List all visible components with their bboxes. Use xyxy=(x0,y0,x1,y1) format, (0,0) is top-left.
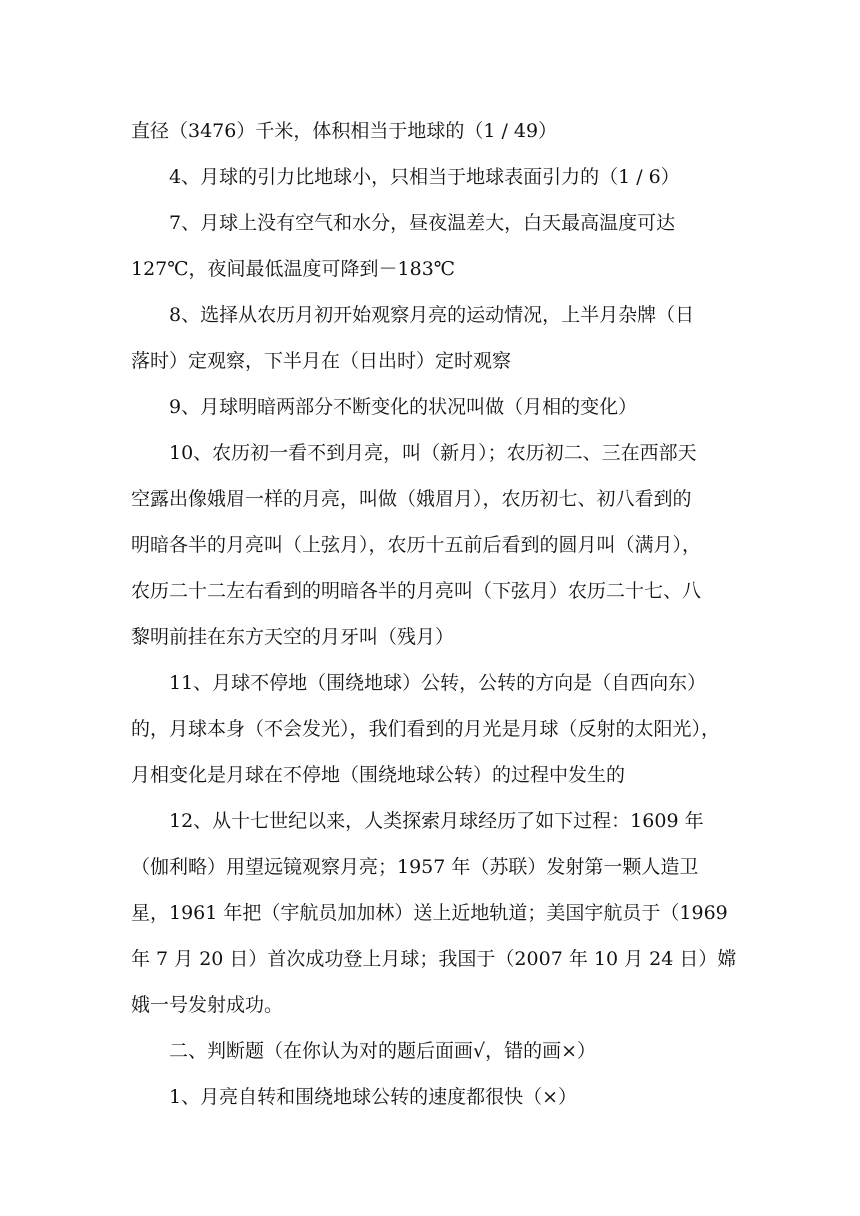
text-line: 1、月亮自转和围绕地球公转的速度都很快（×） xyxy=(169,1086,578,1108)
paragraph-item-12 xyxy=(131,798,737,1028)
text-line: 空露出像娥眉一样的月亮，叫做（娥眉月），农历初七、初八看到的 xyxy=(131,488,692,510)
paragraph-item-8 xyxy=(131,292,731,384)
paragraph-item-10 xyxy=(131,430,731,660)
question-1 xyxy=(131,1074,731,1120)
text-line: 娥一号发射成功。 xyxy=(131,994,284,1016)
text-line: （伽利略）用望远镜观察月亮；1957 年（苏联）发射第一颗人造卫 xyxy=(131,856,699,878)
document-body xyxy=(131,108,737,1120)
text-line: 127℃，夜间最低温度可降到－183℃ xyxy=(131,258,456,280)
text-line: 8、选择从农历月初开始观察月亮的运动情况，上半月杂牌（日 xyxy=(169,304,695,326)
paragraph-item-11 xyxy=(131,660,731,798)
text-line: 明暗各半的月亮叫（上弦月），农历十五前后看到的圆月叫（满月）， xyxy=(131,534,702,556)
section-heading-true-false xyxy=(131,1028,731,1074)
paragraph-item-4 xyxy=(131,154,731,200)
text-line: 12、从十七世纪以来，人类探索月球经历了如下过程：1609 年 xyxy=(169,810,704,832)
paragraph-item-7 xyxy=(131,200,731,292)
text-line: 落时）定观察，下半月在（日出时）定时观察 xyxy=(131,350,512,372)
text-line: 9、月球明暗两部分不断变化的状况叫做（月相的变化） xyxy=(169,396,638,418)
text-line: 月相变化是月球在不停地（围绕地球公转）的过程中发生的 xyxy=(131,764,626,786)
text-line: 农历二十二左右看到的明暗各半的月亮叫（下弦月）农历二十七、八 xyxy=(131,580,702,602)
text-line: 二、判断题（在你认为对的题后面画√，错的画×） xyxy=(169,1040,597,1062)
text-line: 黎明前挂在东方天空的月牙叫（残月） xyxy=(131,626,455,648)
paragraph-item-9 xyxy=(131,384,731,430)
text-line: 11、月球不停地（围绕地球）公转，公转的方向是（自西向东） xyxy=(169,672,707,694)
text-line: 4、月球的引力比地球小，只相当于地球表面引力的（1 / 6） xyxy=(169,166,680,188)
text-line: 直径（3476）千米，体积相当于地球的（1 / 49） xyxy=(131,120,558,142)
text-line: 年 7 月 20 日）首次成功登上月球；我国于（2007 年 10 月 24 日）嫦 xyxy=(131,948,737,970)
text-line: 的，月球本身（不会发光），我们看到的月光是月球（反射的太阳光）， xyxy=(131,718,721,740)
text-line: 星，1961 年把（宇航员加加林）送上近地轨道；美国宇航员于（1969 xyxy=(131,902,728,924)
text-line: 7、月球上没有空气和水分，昼夜温差大，白天最高温度可达 xyxy=(169,212,676,234)
text-line: 10、农历初一看不到月亮，叫（新月）；农历初二、三在西部天 xyxy=(169,442,697,464)
paragraph-diameter xyxy=(131,108,731,154)
